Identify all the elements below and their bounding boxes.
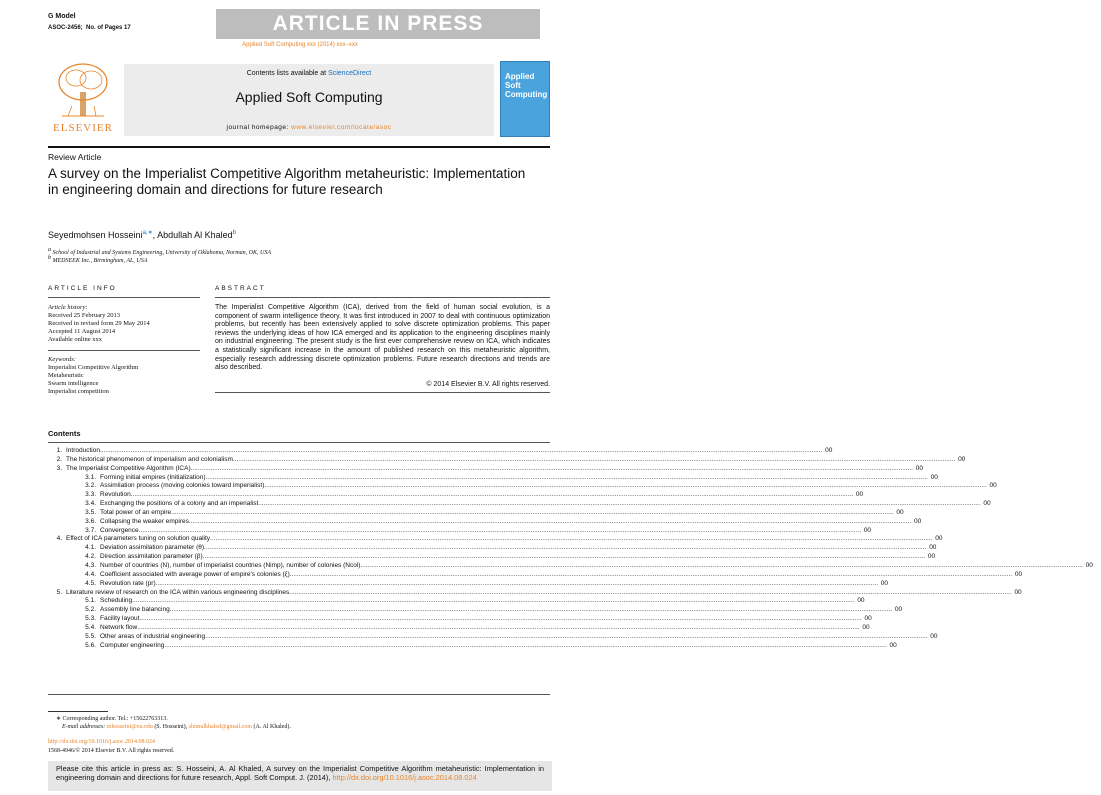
toc-title[interactable]: Convergence — [100, 526, 139, 534]
toc-number: 4.3. — [85, 561, 96, 569]
toc-title[interactable]: Network flow — [100, 623, 138, 631]
header-divider — [48, 146, 550, 148]
affiliation-marker: a — [48, 247, 51, 253]
email-owner: (A. Al Khaled). — [252, 724, 291, 730]
toc-number: 3.7. — [85, 526, 96, 534]
toc-entry[interactable] — [48, 606, 903, 615]
history-entry: Accepted 11 August 2014 — [48, 328, 116, 335]
toc-entry[interactable] — [48, 526, 872, 536]
history-label: Article history: — [48, 304, 88, 311]
toc-title[interactable]: Literature review of research on the ICA within various engineering disciplines — [66, 588, 290, 596]
citation-box — [48, 761, 552, 791]
toc-title[interactable]: Revolution rate (pr) — [100, 579, 156, 587]
toc-title[interactable]: Assimilation process (moving colonies toward imperialist) — [100, 482, 265, 490]
toc-title[interactable]: Coefficient associated with average power of empire's colonies (ξ) — [100, 570, 290, 578]
keyword: Imperialist competition — [48, 388, 109, 395]
toc-page: 00 — [930, 632, 938, 640]
article-history — [48, 304, 200, 344]
keywords — [48, 356, 200, 396]
manuscript-ref — [48, 25, 131, 31]
toc-page: 00 — [927, 553, 936, 561]
divider — [215, 392, 550, 393]
elsevier-tree-icon — [56, 62, 110, 120]
article-in-press-banner: ARTICLE IN PRESS — [216, 9, 540, 39]
contents-heading: Contents — [48, 429, 81, 438]
toc-page: 00 — [958, 455, 966, 463]
affiliation-marker: b — [48, 255, 51, 261]
contents-prefix: Contents lists available at — [246, 70, 329, 77]
toc-number: 3.6. — [85, 517, 96, 525]
toc-entry[interactable] — [48, 615, 872, 624]
table-of-contents — [48, 447, 1093, 650]
toc-entry[interactable] — [48, 508, 904, 518]
toc-entry[interactable] — [48, 561, 1093, 571]
cover-title-line: Computing — [505, 90, 548, 99]
toc-leader: ................................................................................................................................................................................................................................................................................................................................................................................................................ — [264, 482, 987, 490]
toc-title[interactable]: Collapsing the weaker empires — [100, 517, 189, 525]
keyword: Imperialist Competitive Algorithm — [48, 364, 139, 371]
toc-leader: ................................................................................................................................................................................................................................................................................................................................................................................................................ — [232, 455, 956, 463]
toc-number: 5.3. — [85, 615, 96, 623]
toc-number: 3.4. — [85, 500, 96, 508]
toc-entry[interactable] — [48, 455, 966, 465]
divider — [48, 442, 550, 443]
keywords-label: Keywords: — [48, 356, 76, 363]
toc-title[interactable]: The Imperialist Competitive Algorithm (ICA) — [66, 464, 191, 472]
toc-leader: ................................................................................................................................................................................................................................................................................................................................................................................................................ — [289, 570, 1013, 578]
toc-page: 00 — [889, 641, 897, 649]
toc-number: 4.1. — [85, 544, 96, 552]
toc-number: 5.4. — [85, 623, 96, 631]
author-name[interactable]: Seyedmohsen Hosseini — [48, 230, 143, 240]
publisher-name: ELSEVIER — [53, 122, 113, 134]
toc-leader: ................................................................................................................................................................................................................................................................................................................................................................................................................ — [137, 623, 860, 631]
toc-number: 4.5. — [85, 579, 96, 587]
article-info-heading: ARTICLE INFO — [48, 285, 117, 292]
cover-title-line: Soft — [505, 81, 521, 90]
email-note — [62, 724, 291, 731]
toc-number: 3.2. — [85, 482, 96, 490]
affiliation-b — [48, 255, 147, 265]
toc-title[interactable]: Direction assimilation parameter (β) — [100, 553, 203, 561]
toc-page: 00 — [983, 500, 991, 508]
toc-entry[interactable] — [48, 535, 943, 544]
toc-number: 5.5. — [85, 632, 96, 640]
toc-page: 00 — [914, 517, 922, 525]
corresponding-author-note: ∗ Corresponding author. Tel.: +15622763313. — [56, 716, 168, 722]
cover-title-line: Applied — [505, 72, 535, 81]
toc-number: 5.1. — [85, 597, 96, 605]
author-affiliation-marker[interactable]: b — [232, 230, 237, 236]
author-separator: , — [152, 230, 158, 240]
article-type: Review Article — [48, 152, 102, 162]
toc-number: 5.6. — [85, 641, 96, 649]
journal-title: Applied Soft Computing — [235, 89, 383, 105]
toc-page: 00 — [857, 597, 865, 605]
toc-leader: ................................................................................................................................................................................................................................................................................................................................................................................................................ — [188, 517, 912, 525]
history-entry: Received in revised form 29 May 2014 — [48, 320, 150, 327]
abstract-text: The Imperialist Competitive Algorithm (ICA), derived from the field of human social evolution, is a component of swarm intelligence theory. It was first introduced in 2007 to deal with continuous optimization problems, but recently has been extensively applied to solve discrete optimization problems. This paper reviews the underlying ideas of how ICA emerged and its application to the engineering disciplines mainly on industrial engineering. The present study is the first ever comprehensive review on ICA, which indicates a statistically significant increase in the amount of published research on this metaheuristic algorithm, especially research addressing discrete optimization problems. Future research directions and trends are also described. — [215, 304, 550, 372]
toc-entry[interactable] — [48, 623, 870, 633]
footnote-divider — [48, 711, 108, 712]
author-list — [48, 229, 236, 240]
asoc-ref: ASOC-2456; — [48, 25, 83, 31]
toc-entry[interactable] — [48, 632, 938, 642]
divider — [48, 350, 200, 351]
toc-leader: ................................................................................................................................................................................................................................................................................................................................................................................................................ — [190, 464, 913, 472]
toc-page: 00 — [915, 464, 923, 472]
author-name[interactable]: Abdullah Al Khaled — [157, 230, 233, 240]
toc-page: 00 — [930, 473, 938, 481]
toc-leader: ................................................................................................................................................................................................................................................................................................................................................................................................................ — [139, 615, 862, 623]
toc-entry[interactable] — [48, 579, 889, 589]
toc-number: 3.1. — [85, 473, 96, 481]
toc-leader: ................................................................................................................................................................................................................................................................................................................................................................................................................ — [99, 447, 823, 454]
toc-page: 00 — [855, 491, 864, 499]
toc-title[interactable]: Deviation assimilation parameter (θ) — [100, 544, 205, 552]
toc-leader: ................................................................................................................................................................................................................................................................................................................................................................................................................ — [169, 606, 893, 614]
toc-number: 4.2. — [85, 553, 96, 561]
toc-leader: ................................................................................................................................................................................................................................................................................................................................................................................................................ — [205, 473, 928, 481]
email-label: E-mail addresses: — [62, 724, 107, 730]
toc-number: 4.4. — [85, 570, 96, 578]
toc-leader: ................................................................................................................................................................................................................................................................................................................................................................................................................ — [130, 491, 854, 499]
email-owner: (S. Hosseini), — [152, 724, 189, 730]
issn-line: 1568-4946/© 2014 Elsevier B.V. All rights reserved. — [48, 748, 175, 754]
toc-page: 00 — [863, 526, 872, 534]
history-entry: Received 25 February 2013 — [48, 312, 121, 319]
toc-leader: ................................................................................................................................................................................................................................................................................................................................................................................................................ — [202, 553, 926, 561]
keyword: Metaheuristic — [48, 372, 84, 379]
toc-title[interactable]: Assembly line balancing — [100, 606, 170, 614]
contents-available — [124, 70, 494, 77]
toc-entry[interactable] — [48, 588, 1022, 598]
divider — [215, 297, 550, 298]
journal-homepage — [124, 124, 494, 131]
toc-leader: ................................................................................................................................................................................................................................................................................................................................................................................................................ — [289, 588, 1012, 596]
toc-entry[interactable] — [48, 641, 897, 651]
toc-page: 00 — [880, 579, 889, 587]
toc-page: 00 — [989, 482, 997, 490]
toc-page: 00 — [935, 535, 943, 543]
toc-leader: ................................................................................................................................................................................................................................................................................................................................................................................................................ — [204, 544, 927, 552]
author-affiliation-marker[interactable]: a,∗ — [142, 230, 153, 236]
divider — [48, 694, 550, 695]
toc-number: 4. — [56, 535, 62, 543]
toc-leader: ................................................................................................................................................................................................................................................................................................................................................................................................................ — [155, 579, 879, 587]
toc-number: 3. — [56, 464, 62, 472]
homepage-link[interactable]: www.elsevier.com/locate/asoc — [291, 124, 392, 131]
toc-title[interactable]: Other areas of industrial engineering — [100, 632, 206, 640]
abstract-copyright: © 2014 Elsevier B.V. All rights reserved. — [426, 381, 550, 388]
toc-leader: ................................................................................................................................................................................................................................................................................................................................................................................................................ — [171, 508, 894, 516]
toc-page: 00 — [864, 615, 872, 623]
toc-title[interactable]: Forming initial empires (Initialization) — [100, 473, 206, 481]
journal-cover-image[interactable] — [500, 61, 550, 137]
toc-entry[interactable] — [48, 570, 1023, 580]
sciencedirect-link[interactable]: ScienceDirect — [328, 70, 372, 77]
toc-entry[interactable] — [48, 464, 923, 474]
affiliation-text: School of Industrial and Systems Engineering, University of Oklahoma, Norman, OK, USA — [52, 250, 271, 256]
toc-leader: ................................................................................................................................................................................................................................................................................................................................................................................................................ — [132, 597, 855, 605]
toc-page: 00 — [894, 606, 903, 614]
email-link[interactable]: mhosseini@ou.edu — [106, 724, 153, 730]
history-entry: Available online xxx — [48, 336, 103, 343]
toc-entry[interactable] — [48, 482, 997, 491]
keyword: Swarm intelligence — [48, 380, 99, 387]
toc-entry[interactable] — [48, 491, 864, 500]
toc-entry[interactable] — [48, 553, 936, 562]
email-link[interactable]: shimulkhaled@gmail.com — [188, 724, 253, 730]
toc-number: 1. — [56, 447, 62, 454]
toc-entry[interactable] — [48, 597, 865, 606]
abstract-heading: ABSTRACT — [215, 285, 266, 292]
journal-header-box — [124, 64, 494, 136]
toc-entry[interactable] — [48, 544, 937, 553]
toc-entry[interactable] — [48, 500, 991, 509]
page-count: No. of Pages 17 — [86, 25, 131, 31]
toc-entry[interactable] — [48, 447, 833, 456]
toc-title[interactable]: Total power of an empire — [100, 508, 172, 516]
toc-number: 2. — [56, 455, 62, 463]
doi-link[interactable]: http://dx.doi.org/10.1016/j.asoc.2014.08.024 — [48, 739, 156, 745]
toc-leader: ................................................................................................................................................................................................................................................................................................................................................................................................................ — [205, 632, 928, 640]
toc-leader: ................................................................................................................................................................................................................................................................................................................................................................................................................ — [360, 561, 1083, 569]
toc-title[interactable]: Introduction — [66, 447, 100, 454]
toc-page: 00 — [862, 623, 870, 631]
divider — [48, 297, 200, 298]
cover-title — [505, 72, 547, 99]
toc-number: 3.3. — [85, 491, 96, 499]
toc-leader: ................................................................................................................................................................................................................................................................................................................................................................................................................ — [258, 500, 981, 508]
citation-text: Please cite this article in press as: S. Hosseini, A. Al Khaled, A survey on the Imperialist Competitive Algorithm metaheuristic: Implementation in engineering domain and directions for future research, Appl. Soft Comput. J. (2014), — [56, 764, 544, 783]
toc-number: 5.2. — [85, 606, 96, 614]
toc-page: 00 — [825, 447, 833, 454]
toc-title[interactable]: Exchanging the positions of a colony and an imperialist — [100, 500, 259, 508]
toc-title[interactable]: Number of countries (N), number of imperialist countries (Nimp), number of colonies (Ncol) — [100, 561, 361, 569]
toc-number: 5. — [56, 588, 62, 596]
toc-title[interactable]: Effect of ICA parameters tuning on solution quality — [66, 535, 211, 543]
toc-page: 00 — [896, 508, 904, 516]
toc-entry[interactable] — [48, 473, 938, 483]
homepage-prefix: journal homepage: — [226, 124, 292, 131]
toc-title[interactable]: Computer engineering — [100, 641, 165, 649]
toc-page: 00 — [1014, 570, 1023, 578]
toc-page: 00 — [929, 544, 937, 552]
toc-leader: ................................................................................................................................................................................................................................................................................................................................................................................................................ — [210, 535, 933, 543]
toc-page: 00 — [1085, 561, 1093, 569]
citation-doi-link[interactable]: http://dx.doi.org/10.1016/j.asoc.2014.08.024 — [332, 773, 477, 783]
toc-title[interactable]: Scheduling — [100, 597, 133, 605]
journal-citation-line[interactable]: Applied Soft Computing xxx (2014) xxx–xxx — [242, 42, 358, 48]
toc-leader: ................................................................................................................................................................................................................................................................................................................................................................................................................ — [138, 526, 862, 534]
toc-leader: ................................................................................................................................................................................................................................................................................................................................................................................................................ — [164, 641, 887, 649]
toc-title[interactable]: The historical phenomenon of imperialism and colonialism — [66, 455, 233, 463]
affiliation-text: MEDSEEK Inc., Birmingham, AL, USA — [52, 258, 148, 264]
toc-page: 00 — [1014, 588, 1022, 596]
elsevier-logo[interactable] — [48, 60, 118, 140]
toc-number: 3.5. — [85, 508, 96, 516]
toc-title[interactable]: Facility layout — [100, 615, 140, 623]
toc-title[interactable]: Revolution — [100, 491, 131, 499]
article-title: A survey on the Imperialist Competitive Algorithm metaheuristic: Implementation in engineering domain and directions for future research — [48, 166, 526, 197]
toc-entry[interactable] — [48, 517, 922, 527]
g-model-label: G Model — [48, 13, 76, 20]
